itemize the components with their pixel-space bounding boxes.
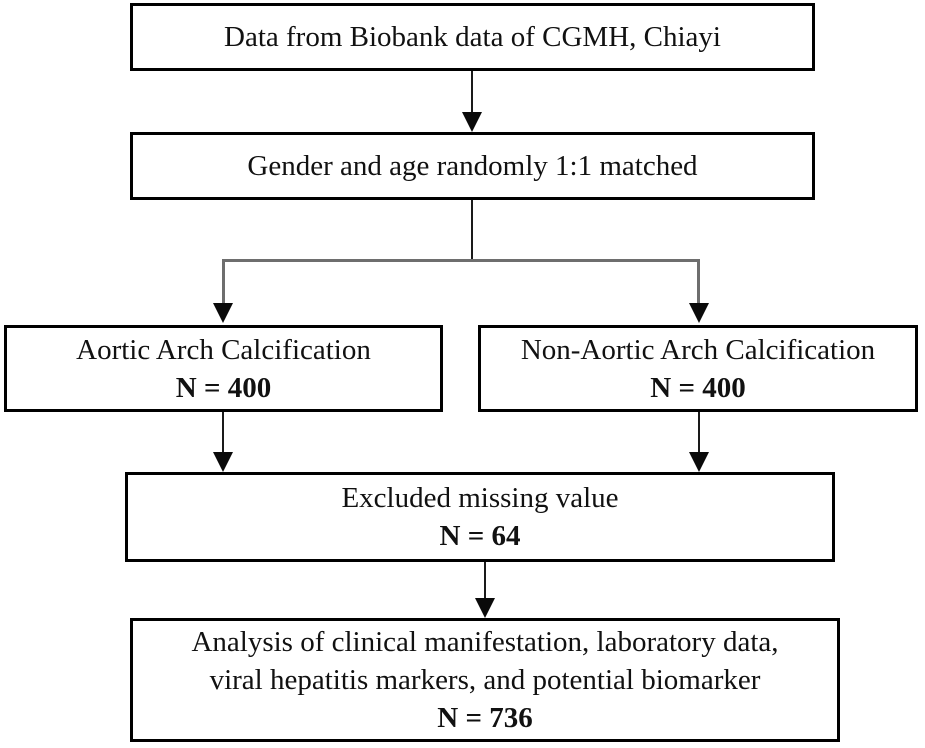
connector-non-aortic-to-excluded — [698, 412, 700, 454]
flow-box-aortic — [4, 325, 443, 412]
flow-box-source — [130, 3, 815, 71]
arrowhead-excluded-to-analysis-icon — [475, 598, 495, 618]
arrowhead-aortic-to-excluded-icon — [213, 452, 233, 472]
flow-box-excluded — [125, 472, 835, 562]
flow-box-analysis — [130, 618, 840, 742]
connector-aortic-to-excluded — [222, 412, 224, 454]
analysis-count: N = 736 — [437, 702, 533, 734]
aortic-title: Aortic Arch Calcification — [76, 333, 371, 366]
branch-stub-left — [222, 259, 225, 305]
excluded-count: N = 64 — [439, 520, 521, 552]
analysis-line2: viral hepatitis markers, and potential biomarker — [209, 664, 761, 696]
arrowhead-source-to-matched-icon — [462, 112, 482, 132]
non-aortic-count: N = 400 — [650, 371, 746, 404]
arrowhead-branch-left-icon — [213, 303, 233, 323]
analysis-line1: Analysis of clinical manifestation, laboratory data, — [191, 626, 779, 658]
non-aortic-title: Non-Aortic Arch Calcification — [520, 333, 876, 366]
arrowhead-non-aortic-to-excluded-icon — [689, 452, 709, 472]
connector-excluded-to-analysis — [484, 562, 486, 600]
branch-stub-right — [697, 259, 700, 305]
connector-matched-stem — [471, 200, 473, 261]
excluded-title: Excluded missing value — [341, 482, 619, 514]
source-label: Data from Biobank data of CGMH, Chiayi — [224, 21, 721, 53]
arrowhead-branch-right-icon — [689, 303, 709, 323]
flow-box-matched — [130, 132, 815, 200]
branch-horizontal-line — [222, 259, 700, 262]
aortic-count: N = 400 — [175, 371, 272, 404]
matched-label: Gender and age randomly 1:1 matched — [247, 150, 698, 182]
connector-source-to-matched — [471, 71, 473, 115]
flow-box-non-aortic — [478, 325, 918, 412]
